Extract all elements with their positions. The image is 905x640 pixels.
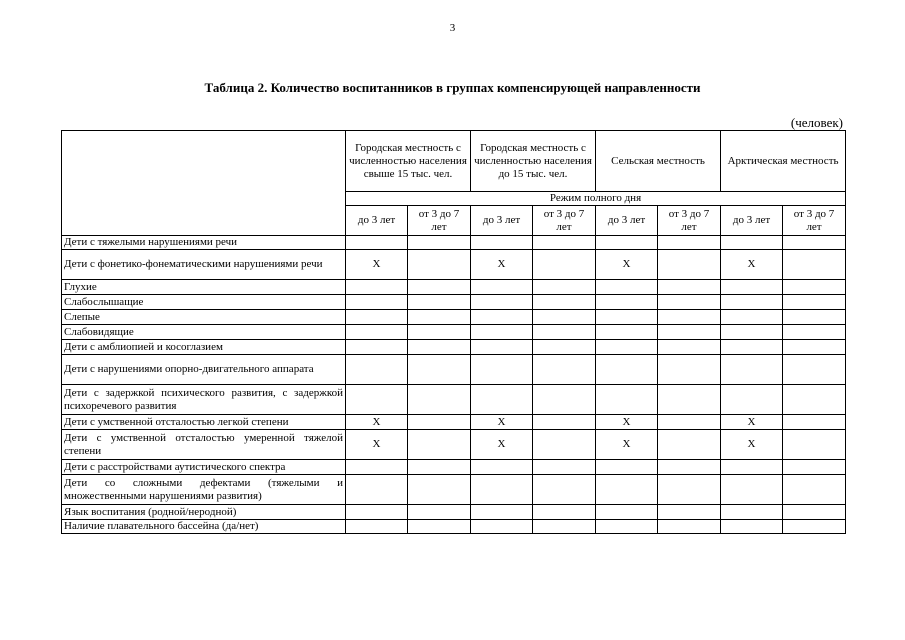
table-cell	[721, 475, 783, 505]
table-cell	[408, 340, 471, 355]
row-label: Дети с нарушениями опорно-двигательного аппарата	[62, 355, 346, 385]
table-cell	[533, 415, 596, 430]
table-cell	[721, 520, 783, 534]
age-header: от 3 до 7 лет	[533, 206, 596, 236]
table-cell	[346, 325, 408, 340]
table-cell	[533, 325, 596, 340]
row-label: Слабослышащие	[62, 295, 346, 310]
table-cell	[346, 236, 408, 250]
table-cell	[596, 385, 658, 415]
group-header: Сельская местность	[596, 131, 721, 192]
table-cell	[596, 280, 658, 295]
table-row	[62, 505, 846, 520]
table-cell	[408, 280, 471, 295]
table-cell: X	[596, 250, 658, 280]
row-label: Дети с тяжелыми нарушениями речи	[62, 236, 346, 250]
table-cell	[533, 250, 596, 280]
table-cell	[721, 460, 783, 475]
age-header: от 3 до 7 лет	[658, 206, 721, 236]
table-title: Таблица 2. Количество воспитанников в группах компенсирующей направленности	[204, 80, 701, 95]
row-label: Дети со сложными дефектами (тяжелыми и множественными нарушениями развития)	[62, 475, 346, 505]
table-cell	[596, 340, 658, 355]
table-cell	[783, 460, 846, 475]
table-cell: X	[596, 415, 658, 430]
table-cell	[471, 325, 533, 340]
table-cell	[658, 310, 721, 325]
table-cell	[533, 280, 596, 295]
row-label: Глухие	[62, 280, 346, 295]
age-header: от 3 до 7 лет	[783, 206, 846, 236]
row-label: Дети с задержкой психического развития, с задержкой психоречевого развития	[62, 385, 346, 415]
table-cell	[596, 236, 658, 250]
table-cell	[721, 295, 783, 310]
table-row	[62, 355, 846, 385]
table-cell: X	[721, 415, 783, 430]
table-cell: X	[471, 250, 533, 280]
table-cell	[658, 475, 721, 505]
table-cell	[783, 385, 846, 415]
table-cell	[471, 340, 533, 355]
table-cell	[658, 280, 721, 295]
table-cell	[596, 295, 658, 310]
table-cell: X	[471, 415, 533, 430]
table-cell	[346, 460, 408, 475]
table-cell	[533, 310, 596, 325]
table-cell	[658, 236, 721, 250]
table-cell	[471, 236, 533, 250]
table-cell	[783, 280, 846, 295]
age-header: до 3 лет	[596, 206, 658, 236]
table-row	[62, 385, 846, 415]
table-cell	[471, 385, 533, 415]
table-cell	[533, 236, 596, 250]
table-cell	[408, 385, 471, 415]
table-cell	[471, 520, 533, 534]
data-table	[61, 130, 846, 534]
table-cell	[658, 355, 721, 385]
table-cell	[596, 355, 658, 385]
table-cell	[346, 385, 408, 415]
table-row	[62, 460, 846, 475]
table-cell	[408, 505, 471, 520]
row-label: Слепые	[62, 310, 346, 325]
table-cell	[783, 355, 846, 385]
group-header: Арктическая местность	[721, 131, 846, 192]
table-cell: X	[346, 250, 408, 280]
table-cell	[783, 295, 846, 310]
table-cell	[721, 385, 783, 415]
table-cell	[533, 520, 596, 534]
table-cell	[471, 475, 533, 505]
table-row	[62, 250, 846, 280]
table-cell	[596, 505, 658, 520]
table-cell	[346, 310, 408, 325]
table-cell	[721, 325, 783, 340]
table-row	[62, 280, 846, 295]
table-cell	[346, 355, 408, 385]
table-cell	[408, 415, 471, 430]
row-label: Дети с умственной отсталостью легкой степени	[62, 415, 346, 430]
table-cell: X	[346, 430, 408, 460]
table-cell	[471, 355, 533, 385]
table-cell	[658, 415, 721, 430]
table-cell	[533, 355, 596, 385]
table-cell	[408, 355, 471, 385]
table-cell	[596, 520, 658, 534]
table-cell	[658, 460, 721, 475]
table-cell	[783, 475, 846, 505]
table-cell	[408, 460, 471, 475]
table-cell	[471, 295, 533, 310]
table-cell	[783, 520, 846, 534]
corner-cell	[62, 131, 346, 236]
table-cell	[658, 295, 721, 310]
table-cell	[596, 310, 658, 325]
table-cell	[533, 430, 596, 460]
table-cell	[658, 325, 721, 340]
table-cell	[783, 310, 846, 325]
table-cell	[783, 236, 846, 250]
age-header: до 3 лет	[346, 206, 408, 236]
row-label: Слабовидящие	[62, 325, 346, 340]
table-cell	[533, 340, 596, 355]
table-cell	[408, 430, 471, 460]
table-cell	[533, 295, 596, 310]
age-header: до 3 лет	[471, 206, 533, 236]
table-cell	[596, 325, 658, 340]
table-cell	[533, 505, 596, 520]
table-cell	[783, 325, 846, 340]
table-row	[62, 475, 846, 505]
table-cell	[658, 520, 721, 534]
table-cell	[346, 475, 408, 505]
table-cell	[346, 280, 408, 295]
table-cell: X	[721, 430, 783, 460]
row-label: Язык воспитания (родной/неродной)	[62, 505, 346, 520]
table-row	[62, 520, 846, 534]
table-cell	[658, 505, 721, 520]
table-cell: X	[596, 430, 658, 460]
table-cell	[783, 250, 846, 280]
table-cell	[408, 310, 471, 325]
mode-header: Режим полного дня	[346, 192, 846, 206]
age-header: до 3 лет	[721, 206, 783, 236]
age-header: от 3 до 7 лет	[408, 206, 471, 236]
page-number: 3	[449, 22, 456, 34]
group-header: Городская местность с численностью населения свыше 15 тыс. чел.	[346, 131, 471, 192]
table-row	[62, 325, 846, 340]
table-cell: X	[721, 250, 783, 280]
table-cell	[533, 475, 596, 505]
table-cell	[783, 415, 846, 430]
table-cell	[471, 460, 533, 475]
table-cell	[721, 355, 783, 385]
table-cell	[658, 250, 721, 280]
row-label: Наличие плавательного бассейна (да/нет)	[62, 520, 346, 534]
table-cell: X	[346, 415, 408, 430]
table-cell	[408, 236, 471, 250]
table-cell	[658, 340, 721, 355]
table-cell	[471, 505, 533, 520]
row-label: Дети с фонетико-фонематическими нарушениями речи	[62, 250, 346, 280]
table-cell	[783, 340, 846, 355]
table-cell	[408, 520, 471, 534]
group-header: Городская местность с численностью населения до 15 тыс. чел.	[471, 131, 596, 192]
row-label: Дети с амблиопией и косоглазием	[62, 340, 346, 355]
table-cell	[408, 250, 471, 280]
table-row	[62, 415, 846, 430]
table-cell	[408, 325, 471, 340]
table-cell: X	[471, 430, 533, 460]
table-cell	[596, 460, 658, 475]
table-cell	[721, 310, 783, 325]
table-cell	[408, 295, 471, 310]
table-row	[62, 310, 846, 325]
table-cell	[721, 340, 783, 355]
table-cell	[533, 385, 596, 415]
table-cell	[658, 385, 721, 415]
table-row	[62, 236, 846, 250]
table-cell	[783, 505, 846, 520]
table-cell	[346, 295, 408, 310]
table-row	[62, 430, 846, 460]
table-cell	[721, 280, 783, 295]
table-cell	[471, 280, 533, 295]
table-cell	[346, 505, 408, 520]
table-cell	[471, 310, 533, 325]
table-cell	[408, 475, 471, 505]
table-cell	[346, 340, 408, 355]
row-label: Дети с умственной отсталостью умеренной тяжелой степени	[62, 430, 346, 460]
table-row	[62, 340, 846, 355]
table-row	[62, 295, 846, 310]
unit-label: (человек)	[790, 115, 843, 130]
table-cell	[533, 460, 596, 475]
table-cell	[596, 475, 658, 505]
table-cell	[721, 236, 783, 250]
table-cell	[721, 505, 783, 520]
table-cell	[346, 520, 408, 534]
table-cell	[658, 430, 721, 460]
table-cell	[783, 430, 846, 460]
row-label: Дети с расстройствами аутистического спектра	[62, 460, 346, 475]
